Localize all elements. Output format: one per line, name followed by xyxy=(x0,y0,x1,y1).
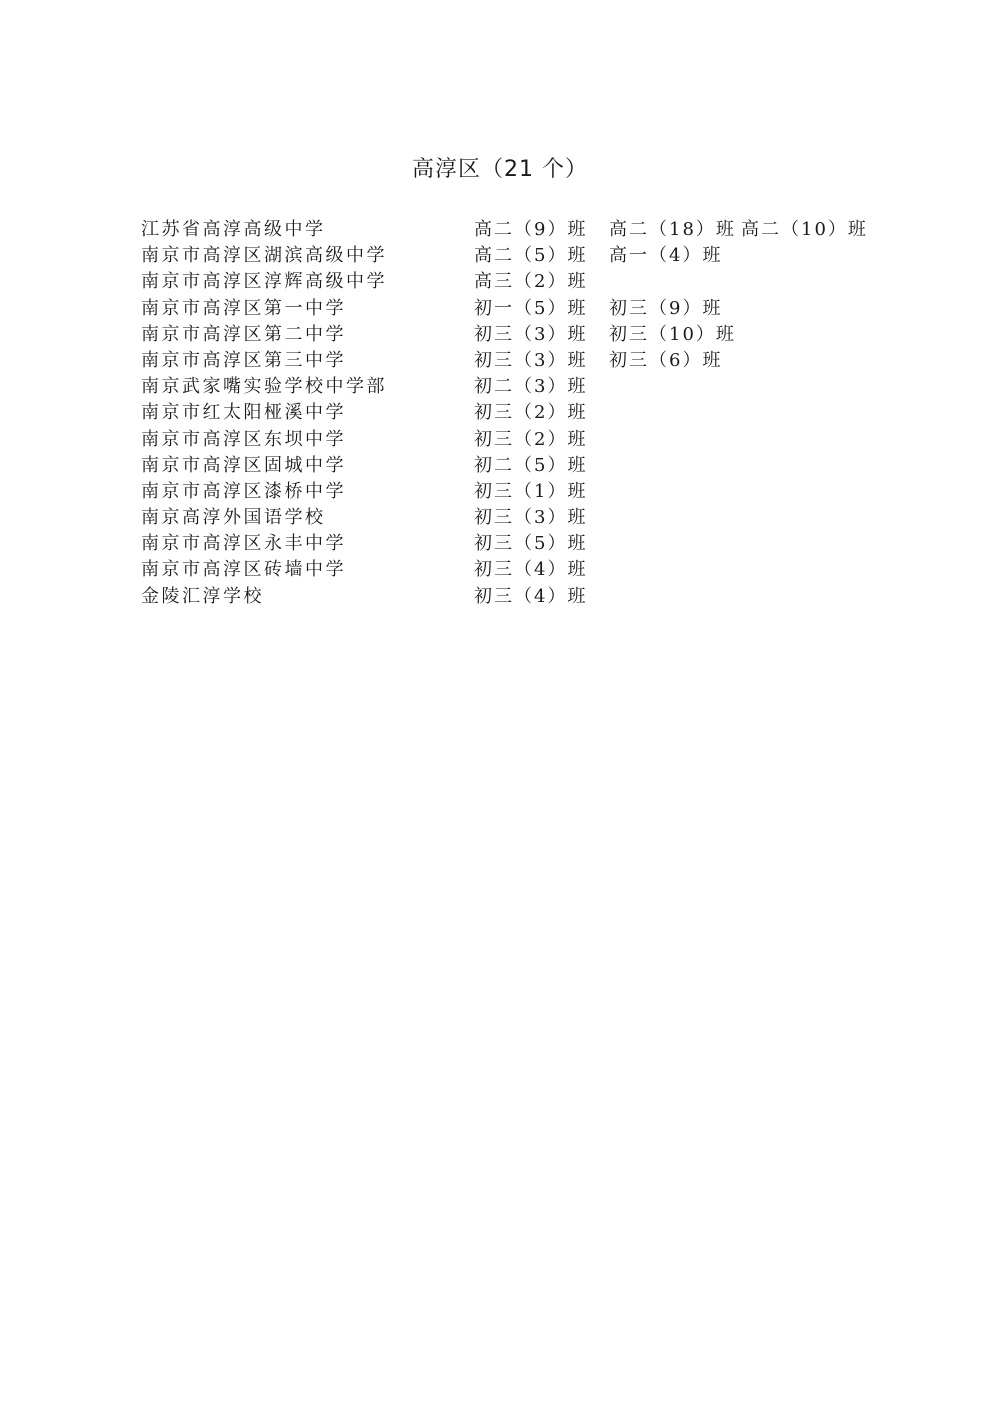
school-name: 南京市高淳区永丰中学 xyxy=(141,533,346,555)
school-row xyxy=(141,479,941,505)
class-entry: 高二（5）班 xyxy=(474,245,588,267)
school-name: 南京市高淳区湖滨高级中学 xyxy=(141,245,387,267)
school-row xyxy=(141,584,941,610)
school-name: 金陵汇淳学校 xyxy=(141,585,264,607)
class-entry: 高三（2）班 xyxy=(474,271,588,293)
class-entry: 初三（2）班 xyxy=(474,402,588,424)
school-row xyxy=(141,269,941,295)
school-row xyxy=(141,531,941,557)
class-entry: 初一（5）班 xyxy=(474,297,588,319)
class-entry: 初三（6）班 xyxy=(609,349,723,371)
school-name: 南京高淳外国语学校 xyxy=(141,507,326,529)
school-name: 南京市高淳区第二中学 xyxy=(141,323,346,345)
school-row xyxy=(141,217,941,243)
school-row xyxy=(141,453,941,479)
school-name: 南京市红太阳桠溪中学 xyxy=(141,402,346,424)
class-entry: 高二（9）班 xyxy=(474,219,588,240)
class-entry: 初三（9）班 xyxy=(609,297,723,319)
class-entry: 初三（3）班 xyxy=(474,507,588,529)
class-entry: 初二（5）班 xyxy=(474,454,588,476)
page-title: 高淳区（21 个） xyxy=(412,157,588,182)
class-entry: 初三（10）班 xyxy=(609,323,736,345)
school-row xyxy=(141,296,941,322)
school-row xyxy=(141,505,941,531)
school-name: 南京市高淳区固城中学 xyxy=(141,454,346,476)
school-list xyxy=(141,217,941,610)
class-entry: 高二（10）班 xyxy=(741,219,868,240)
class-entry: 初三（2）班 xyxy=(474,428,588,450)
school-row xyxy=(141,427,941,453)
class-entry: 初三（5）班 xyxy=(474,533,588,555)
class-entry: 初二（3）班 xyxy=(474,376,588,398)
class-entry: 高二（18）班 xyxy=(609,219,736,240)
school-name: 南京市高淳区淳辉高级中学 xyxy=(141,271,387,293)
school-row xyxy=(141,557,941,583)
school-name: 江苏省高淳高级中学 xyxy=(141,219,326,240)
school-row xyxy=(141,400,941,426)
school-row xyxy=(141,322,941,348)
school-name: 南京市高淳区第三中学 xyxy=(141,349,346,371)
school-row xyxy=(141,243,941,269)
school-name: 南京市高淳区第一中学 xyxy=(141,297,346,319)
school-name: 南京武家嘴实验学校中学部 xyxy=(141,376,387,398)
class-entry: 初三（3）班 xyxy=(474,349,588,371)
class-entry: 初三（4）班 xyxy=(474,585,588,607)
school-name: 南京市高淳区东坝中学 xyxy=(141,428,346,450)
class-entry: 高一（4）班 xyxy=(609,245,723,267)
school-name: 南京市高淳区漆桥中学 xyxy=(141,480,346,502)
class-entry: 初三（1）班 xyxy=(474,480,588,502)
class-entry: 初三（3）班 xyxy=(474,323,588,345)
school-row xyxy=(141,348,941,374)
school-name: 南京市高淳区砖墙中学 xyxy=(141,559,346,581)
school-row xyxy=(141,374,941,400)
class-entry: 初三（4）班 xyxy=(474,559,588,581)
